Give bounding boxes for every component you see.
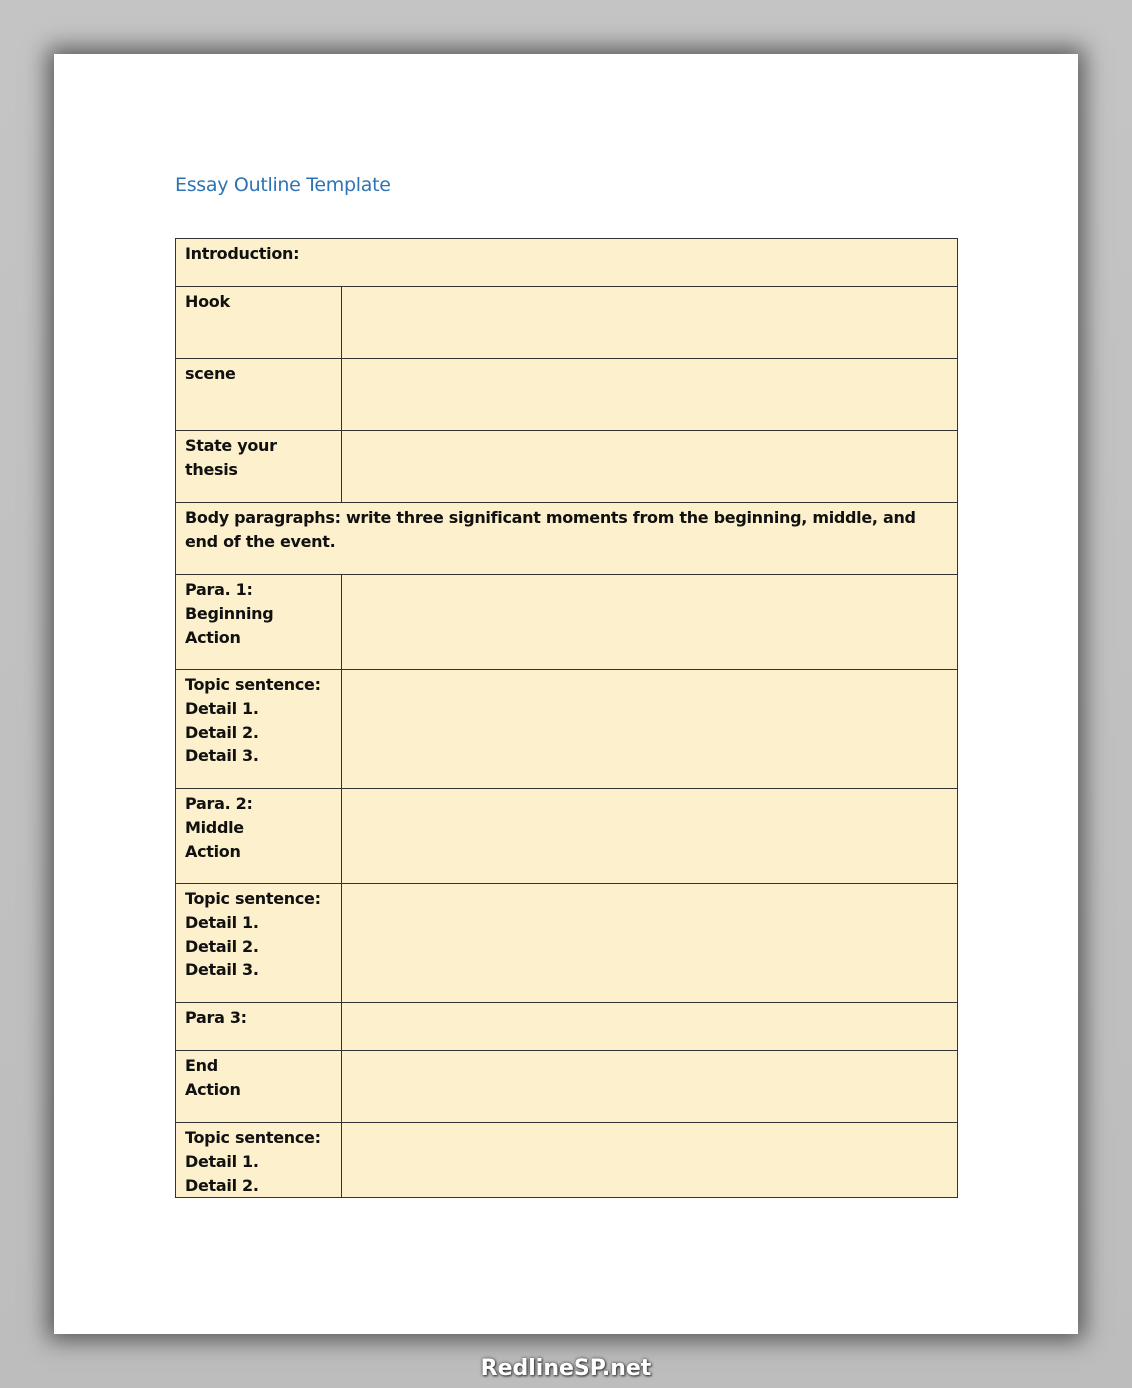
row-label: scene xyxy=(176,359,342,431)
table-row xyxy=(176,359,958,431)
table-row xyxy=(176,670,958,789)
row-label: Para. 1: Beginning Action xyxy=(176,575,342,670)
table-row xyxy=(176,431,958,503)
table-row xyxy=(176,1051,958,1123)
document-title: Essay Outline Template xyxy=(175,174,391,196)
document-page xyxy=(54,54,1078,1334)
section-header-body: Body paragraphs: write three significant moments from the beginning, middle, and end of the event. xyxy=(176,503,958,575)
row-label: End Action xyxy=(176,1051,342,1123)
entry-cell[interactable] xyxy=(342,287,958,359)
entry-cell[interactable] xyxy=(342,670,958,789)
entry-cell[interactable] xyxy=(342,359,958,431)
entry-cell[interactable] xyxy=(342,1051,958,1123)
table-row xyxy=(176,575,958,670)
entry-cell[interactable] xyxy=(342,789,958,884)
entry-cell[interactable] xyxy=(342,1123,958,1198)
row-label: Para 3: xyxy=(176,1003,342,1051)
entry-cell[interactable] xyxy=(342,431,958,503)
row-label: Topic sentence: Detail 1. Detail 2. xyxy=(176,1123,342,1198)
row-label: Topic sentence: Detail 1. Detail 2. Detail 3. xyxy=(176,670,342,789)
entry-cell[interactable] xyxy=(342,575,958,670)
table-row xyxy=(176,789,958,884)
watermark: RedlineSP.net xyxy=(480,1356,652,1381)
row-label: Hook xyxy=(176,287,342,359)
table-row xyxy=(176,1003,958,1051)
entry-cell[interactable] xyxy=(342,1003,958,1051)
table-row xyxy=(176,1123,958,1198)
table-row xyxy=(176,884,958,1003)
outline-table xyxy=(175,238,958,1198)
row-label: State your thesis xyxy=(176,431,342,503)
row-label: Para. 2: Middle Action xyxy=(176,789,342,884)
section-header-introduction: Introduction: xyxy=(176,239,958,287)
entry-cell[interactable] xyxy=(342,884,958,1003)
table-row xyxy=(176,239,958,287)
table-row xyxy=(176,287,958,359)
row-label: Topic sentence: Detail 1. Detail 2. Detail 3. xyxy=(176,884,342,1003)
table-row xyxy=(176,503,958,575)
